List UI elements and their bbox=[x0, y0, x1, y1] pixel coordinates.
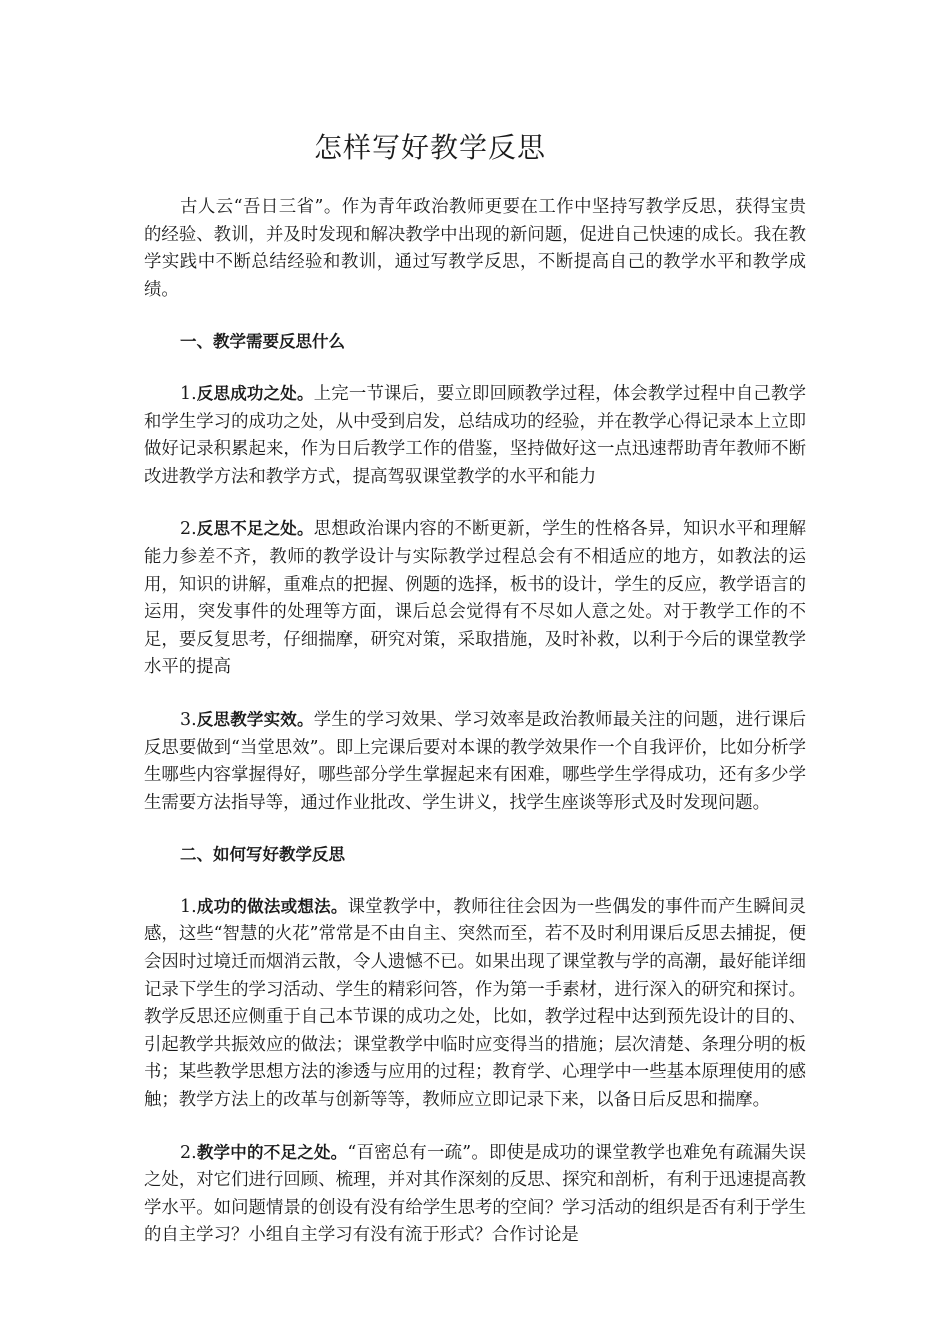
item-lead: 反思教学实效。 bbox=[196, 709, 314, 729]
item-text: 学生的学习效果、学习效率是政治教师最关注的问题，进行课后反思要做到“当堂思效”。即上完课后要对本课的教学效果作一个自我评价，比如分析学生哪些内容掌握得好，哪些部分学生掌握起来有困难，哪些学生学得成功，还有多少学生需要方法指导等，通过作业批改、学生讲义，找学生座谈等形式及时发现问题。 bbox=[144, 709, 806, 813]
item-number: 1. bbox=[180, 896, 197, 917]
item-lead: 教学中的不足之处。 bbox=[196, 1142, 348, 1162]
section-2-item-1 bbox=[144, 893, 806, 1115]
item-text: 上完一节课后，要立即回顾教学过程，体会教学过程中自己教学和学生学习的成功之处，从中受到启发，总结成功的经验，并在教学心得记录本上立即做好记录积累起来，作为日后教学工作的借鉴，坚持做好这一点迅速帮助青年教师不断改进教学方法和教学方式，提高驾驭课堂教学的水平和能力 bbox=[144, 383, 806, 487]
item-text: 课堂教学中，教师往往会因为一些偶发的事件而产生瞬间灵感，这些“智慧的火花”常常是不由自主、突然而至，若不及时利用课后反思去捕捉，便会因时过境迁而烟消云散，令人遗憾不已。如果出现了课堂教与学的高潮，最好能详细记录下学生的学习活动、学生的精彩问答，作为第一手素材，进行深入的研究和探讨。教学反思还应侧重于自己本节课的成功之处，比如，教学过程中达到预先设计的目的、引起教学共振效应的做法；课堂教学中临时应变得当的措施；层次清楚、条理分明的板书；某些教学思想方法的渗透与应用的过程；教育学、心理学中一些基本原理使用的感触；教学方法上的改革与创新等等，教师应立即记录下来，以备日后反思和揣摩。 bbox=[144, 896, 806, 1111]
item-text: “百密总有一疏”。即使是成功的课堂教学也难免有疏漏失误之处，对它们进行回顾、梳理，并对其作深刻的反思、探究和剖析，有利于迅速提高教学水平。如问题情景的创设有没有给学生思考的空间？学习活动的组织是否有利于学生的自主学习？小组自主学习有没有流于形式？合作讨论是 bbox=[144, 1142, 806, 1246]
intro-paragraph: 古人云“吾日三省”。作为青年政治教师更要在工作中坚持写教学反思，获得宝贵的经验、教训，并及时发现和解决教学中出现的新问题，促进自己快速的成长。我在教学实践中不断总结经验和教训，通过写教学反思，不断提高自己的教学水平和教学成绩。 bbox=[144, 197, 806, 300]
item-lead: 反思不足之处。 bbox=[196, 519, 314, 539]
section-2-heading: 二、如何写好教学反思 bbox=[180, 845, 345, 865]
document-title: 怎样写好教学反思 bbox=[313, 131, 546, 164]
section-2-item-2 bbox=[144, 1139, 806, 1250]
item-text: 思想政治课内容的不断更新，学生的性格各异，知识水平和理解能力参差不齐，教师的教学设计与实际教学过程总会有不相适应的地方，如教法的运用，知识的讲解，重难点的把握、例题的选择，板书的设计，学生的反应，教学语言的运用，突发事件的处理等方面，课后总会觉得有不尽如人意之处。对于教学工作的不足，要反复思考，仔细揣摩，研究对策，采取措施，及时补救，以利于今后的课堂教学水平的提高 bbox=[144, 519, 806, 678]
item-number: 3. bbox=[180, 709, 197, 730]
section-1-item-3 bbox=[144, 706, 806, 817]
document-body bbox=[144, 194, 806, 1274]
section-1-item-1 bbox=[144, 380, 806, 491]
item-lead: 反思成功之处。 bbox=[196, 383, 314, 403]
section-1-item-2 bbox=[144, 515, 806, 682]
item-number: 2. bbox=[180, 519, 197, 540]
section-1-heading: 一、教学需要反思什么 bbox=[180, 332, 345, 352]
item-number: 2. bbox=[180, 1142, 197, 1163]
item-lead: 成功的做法或想法。 bbox=[196, 896, 348, 916]
item-number: 1. bbox=[180, 383, 197, 404]
